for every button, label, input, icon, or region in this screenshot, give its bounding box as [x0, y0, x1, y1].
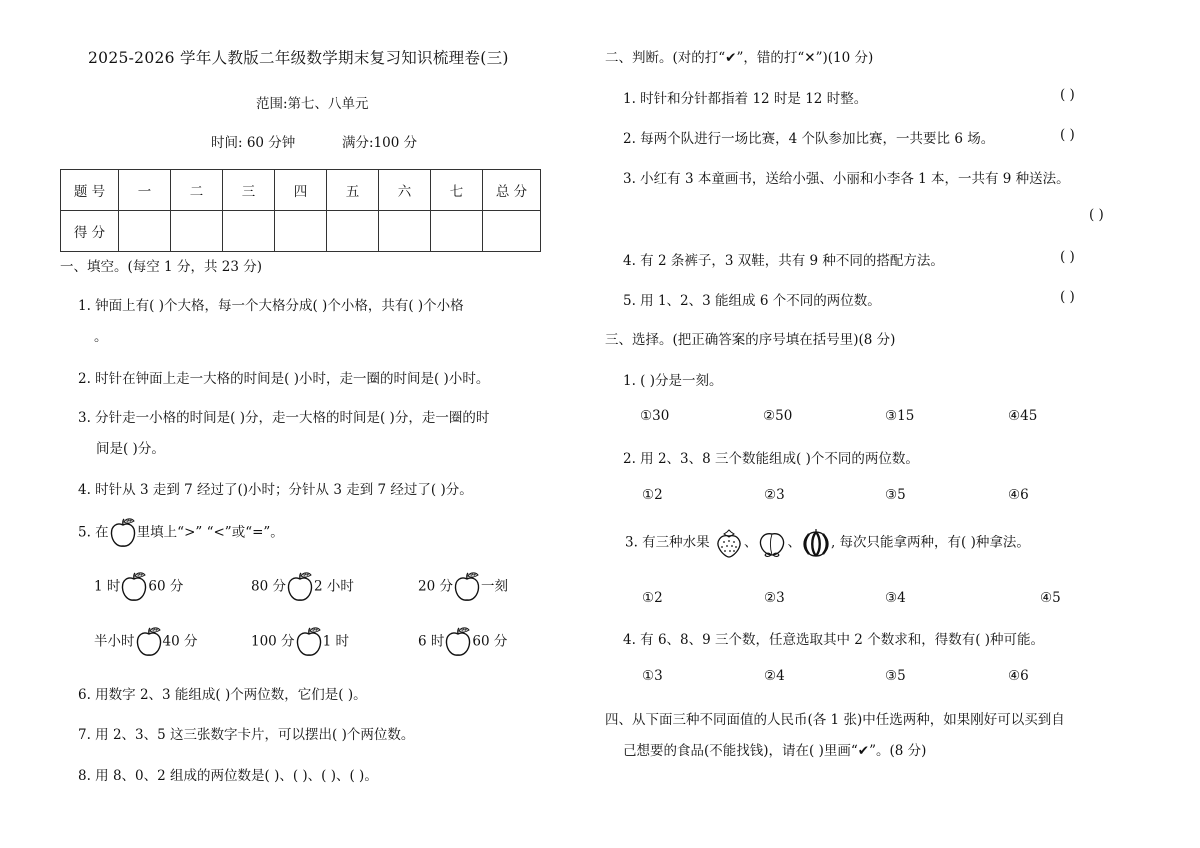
- compare-item: [418, 627, 507, 657]
- option[interactable]: ③15: [885, 408, 915, 424]
- score-header-cell: 四: [275, 170, 327, 211]
- s1-q1-line1: 1. 钟面上有( )个大格，每一个大格分成( )个小格，共有( )个小格: [78, 298, 464, 314]
- option[interactable]: ④45: [1008, 408, 1038, 424]
- s2-item: 2. 每两个队进行一场比赛，4 个队参加比赛，一共要比 6 场。: [623, 131, 995, 147]
- compare-item: [251, 572, 354, 602]
- apple-icon: [109, 518, 137, 548]
- score-cell[interactable]: [223, 211, 275, 252]
- score-table: [60, 169, 541, 252]
- s1-q3-line2: 间是( )分。: [96, 441, 165, 457]
- compare-item: [94, 627, 197, 657]
- section4-title-line1: 四、从下面三种不同面值的人民币(各 1 张)中任选两种，如果刚好可以买到自: [605, 712, 1065, 728]
- s2-item: 3. 小红有 3 本童画书，送给小强、小丽和小李各 1 本，一共有 9 种送法。: [623, 171, 1070, 187]
- score-cell[interactable]: [431, 211, 483, 252]
- option[interactable]: ①2: [642, 590, 663, 606]
- option[interactable]: ③5: [885, 487, 906, 503]
- time-text: 时间: 60 分钟: [211, 135, 296, 151]
- page-title: 2025-2026 学年人教版二年级数学期末复习知识梳理卷(三): [88, 49, 509, 67]
- watermelon-icon: [801, 528, 831, 558]
- score-table-header-row: [61, 170, 541, 211]
- compare-left: 1 时: [94, 578, 121, 595]
- full-score-text: 满分:100 分: [342, 135, 418, 151]
- compare-right: 40 分: [162, 633, 198, 650]
- compare-right: 2 小时: [313, 578, 354, 595]
- s1-q5-suffix: 里填上“>” “<”或“=”。: [136, 524, 284, 541]
- apple-icon[interactable]: [120, 572, 148, 602]
- apple-icon[interactable]: [453, 572, 481, 602]
- s1-q8: 8. 用 8、0、2 组成的两位数是( )、( )、( )、( )。: [78, 768, 378, 784]
- score-header-cell: 二: [171, 170, 223, 211]
- s2-item: 4. 有 2 条裤子，3 双鞋，共有 9 种不同的搭配方法。: [623, 253, 944, 269]
- s3-q3-suffix: , 每次只能拿两种，有( )种拿法。: [830, 534, 1030, 551]
- score-row-label: 得 分: [61, 211, 119, 252]
- scope-text: 范围:第七、八单元: [256, 96, 369, 112]
- apple-icon[interactable]: [295, 627, 323, 657]
- compare-item: [251, 627, 349, 657]
- score-header-cell: 题 号: [61, 170, 119, 211]
- compare-right: 一刻: [480, 578, 508, 595]
- option[interactable]: ④6: [1008, 487, 1029, 503]
- compare-right: 60 分: [472, 633, 508, 650]
- answer-paren[interactable]: ( ): [1060, 289, 1075, 305]
- compare-item: [94, 572, 183, 602]
- s1-q7: 7. 用 2、3、5 这三张数字卡片，可以摆出( )个两位数。: [78, 727, 415, 743]
- score-cell[interactable]: [171, 211, 223, 252]
- fruit-separator: 、: [787, 534, 801, 551]
- apple-icon[interactable]: [135, 627, 163, 657]
- option[interactable]: ①30: [640, 408, 670, 424]
- score-cell[interactable]: [379, 211, 431, 252]
- section3-title: 三、选择。(把正确答案的序号填在括号里)(8 分): [605, 332, 896, 348]
- option[interactable]: ④5: [1040, 590, 1061, 606]
- score-cell[interactable]: [119, 211, 171, 252]
- peach-icon: [757, 528, 787, 558]
- s1-q2: 2. 时针在钟面上走一大格的时间是( )小时，走一圈的时间是( )小时。: [78, 371, 490, 387]
- score-header-cell: 一: [119, 170, 171, 211]
- score-table-score-row: [61, 211, 541, 252]
- option[interactable]: ③4: [885, 590, 906, 606]
- apple-icon[interactable]: [444, 627, 472, 657]
- apple-icon[interactable]: [286, 572, 314, 602]
- score-header-cell: 五: [327, 170, 379, 211]
- s1-q5-prefix: 5. 在: [78, 524, 109, 541]
- strawberry-icon: [714, 528, 744, 558]
- s1-q3-line1: 3. 分针走一小格的时间是( )分，走一大格的时间是( )分，走一圈的时: [78, 410, 490, 426]
- score-header-cell: 六: [379, 170, 431, 211]
- s1-q5: [78, 518, 284, 548]
- option[interactable]: ④6: [1008, 668, 1029, 684]
- s1-q4: 4. 时针从 3 走到 7 经过了()小时；分针从 3 走到 7 经过了( )分。: [78, 482, 473, 498]
- compare-left: 6 时: [418, 633, 445, 650]
- score-cell[interactable]: [483, 211, 541, 252]
- s1-q1-line2: 。: [94, 329, 108, 345]
- option[interactable]: ②50: [763, 408, 793, 424]
- compare-left: 80 分: [251, 578, 286, 595]
- section4-title-line2: 己想要的食品(不能找钱)，请在( )里画“✔”。(8 分): [623, 743, 927, 759]
- score-cell[interactable]: [275, 211, 327, 252]
- s2-item: 1. 时针和分针都指着 12 时是 12 时整。: [623, 91, 868, 107]
- compare-item: [418, 572, 508, 602]
- section1-title: 一、填空。(每空 1 分，共 23 分): [60, 259, 262, 275]
- s3-q3-prefix: 3. 有三种水果: [625, 534, 710, 551]
- answer-paren[interactable]: ( ): [1060, 249, 1075, 265]
- compare-left: 半小时: [94, 633, 135, 650]
- s3-q1: 1. ( )分是一刻。: [623, 373, 723, 389]
- score-header-cell: 七: [431, 170, 483, 211]
- option[interactable]: ③5: [885, 668, 906, 684]
- option[interactable]: ①3: [642, 668, 663, 684]
- s2-item: 5. 用 1、2、3 能组成 6 个不同的两位数。: [623, 293, 881, 309]
- section2-title: 二、判断。(对的打“✔”，错的打“✕”)(10 分): [605, 50, 874, 66]
- s3-q2: 2. 用 2、3、8 三个数能组成( )个不同的两位数。: [623, 451, 919, 467]
- score-header-cell: 总 分: [483, 170, 541, 211]
- option[interactable]: ②4: [764, 668, 785, 684]
- option[interactable]: ②3: [764, 590, 785, 606]
- score-cell[interactable]: [327, 211, 379, 252]
- compare-left: 20 分: [418, 578, 453, 595]
- compare-left: 100 分: [251, 633, 295, 650]
- s3-q3: [625, 528, 1030, 558]
- answer-paren[interactable]: ( ): [1089, 207, 1104, 223]
- fruit-separator: 、: [743, 534, 758, 551]
- compare-right: 1 时: [322, 633, 349, 650]
- option[interactable]: ①2: [642, 487, 663, 503]
- score-header-cell: 三: [223, 170, 275, 211]
- answer-paren[interactable]: ( ): [1060, 127, 1075, 143]
- s1-q6: 6. 用数字 2、3 能组成( )个两位数，它们是( )。: [78, 687, 367, 703]
- compare-right: 60 分: [148, 578, 184, 595]
- answer-paren[interactable]: ( ): [1060, 87, 1075, 103]
- s3-q4: 4. 有 6、8、9 三个数，任意选取其中 2 个数求和，得数有( )种可能。: [623, 632, 1045, 648]
- option[interactable]: ②3: [764, 487, 785, 503]
